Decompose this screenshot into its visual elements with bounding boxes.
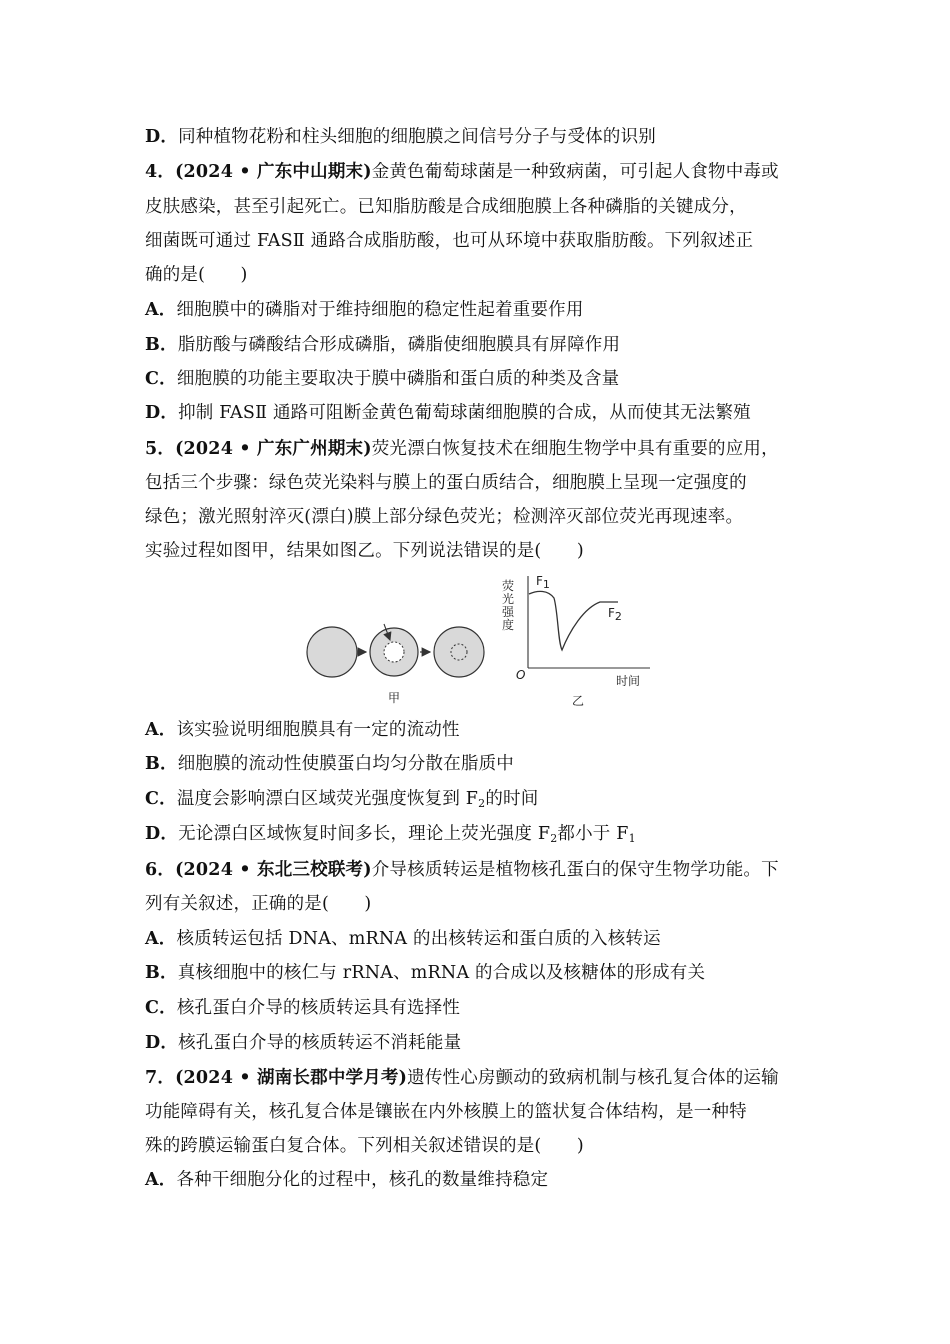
q6-source: (2024 • 东北三校联考) — [175, 860, 372, 880]
q5-option-b: B．细胞膜的流动性使膜蛋白均匀分散在脂质中 — [145, 754, 515, 774]
origin-label: O — [516, 668, 526, 682]
q3-option-d: D．同种植物花粉和柱头细胞的细胞膜之间信号分子与受体的识别 — [145, 127, 656, 147]
label-jia: 甲 — [388, 691, 401, 705]
q7-option-a: A．各种干细胞分化的过程中，核孔的数量维持稳定 — [145, 1170, 549, 1190]
q4-option-c: C．细胞膜的功能主要取决于膜中磷脂和蛋白质的种类及含量 — [145, 369, 620, 389]
q5-figure — [300, 572, 660, 712]
q5-stem-line-3: 绿色；激光照射淬灭(漂白)膜上部分绿色荧光；检测淬灭部位荧光再现速率。 — [145, 507, 744, 527]
q4-option-d: D．抑制 FASⅡ 通路可阻断金黄色葡萄球菌细胞膜的合成，从而使其无法繁殖 — [145, 403, 751, 423]
cell-before-bleach — [307, 627, 357, 677]
q5-option-a: A．该实验说明细胞膜具有一定的流动性 — [145, 720, 460, 740]
f2-label: $F_2$ — [608, 606, 622, 623]
f1-label: $F_1$ — [536, 574, 550, 591]
y-axis-label: 荧光强度 — [502, 579, 515, 632]
fluorescence-curve — [529, 591, 618, 650]
q6-stem-line-2: 列有关叙述，正确的是( ) — [145, 894, 372, 914]
q7-stem-line-3: 殊的跨膜运输蛋白复合体。下列相关叙述错误的是( ) — [145, 1136, 584, 1156]
q7-stem-line-1: 7．(2024 • 湖南长郡中学月考)遗传性心房颤动的致病机制与核孔复合体的运输 — [145, 1068, 779, 1088]
q4-stem-line-4: 确的是( ) — [145, 265, 248, 285]
q4-option-b: B．脂肪酸与磷酸结合形成磷脂，磷脂使细胞膜具有屏障作用 — [145, 335, 621, 355]
x-axis-label: 时间 — [616, 674, 641, 688]
q6-option-d: D．核孔蛋白介导的核质转运不消耗能量 — [145, 1033, 462, 1053]
q5-stem-line-2: 包括三个步骤：绿色荧光染料与膜上的蛋白质结合，细胞膜上呈现一定强度的 — [145, 473, 747, 493]
cell-recovered — [434, 627, 484, 677]
q7-source: (2024 • 湖南长郡中学月考) — [175, 1068, 408, 1088]
label-yi: 乙 — [572, 694, 585, 708]
bleached-spot — [384, 642, 404, 662]
q4-source: (2024 • 广东中山期末) — [175, 162, 372, 182]
q4-stem-line-3: 细菌既可通过 FASⅡ 通路合成脂肪酸，也可从环境中获取脂肪酸。下列叙述正 — [145, 231, 754, 251]
q6-stem-line-1: 6．(2024 • 东北三校联考)介导核质转运是植物核孔蛋白的保守生物学功能。下 — [145, 860, 779, 880]
q5-option-d: D．无论漂白区域恢复时间多长，理论上荧光强度 $F_2$都小于 $F_1$ — [145, 824, 636, 845]
q4-option-a: A．细胞膜中的磷脂对于维持细胞的稳定性起着重要作用 — [145, 300, 584, 320]
q6-option-a: A．核质转运包括 DNA、mRNA 的出核转运和蛋白质的入核转运 — [145, 929, 661, 949]
q4-stem-line-2: 皮肤感染，甚至引起死亡。已知脂肪酸是合成细胞膜上各种磷脂的关键成分， — [145, 197, 747, 217]
q6-option-b: B．真核细胞中的核仁与 rRNA、mRNA 的合成以及核糖体的形成有关 — [145, 963, 706, 983]
q7-stem-line-2: 功能障碍有关，核孔复合体是镶嵌在内外核膜上的篮状复合体结构，是一种特 — [145, 1102, 747, 1122]
q5-stem-line-4: 实验过程如图甲，结果如图乙。下列说法错误的是( ) — [145, 541, 584, 561]
q5-source: (2024 • 广东广州期末) — [175, 439, 372, 459]
q6-option-c: C．核孔蛋白介导的核质转运具有选择性 — [145, 998, 461, 1018]
q5-option-c: C．温度会影响漂白区域荧光强度恢复到 $F_2$的时间 — [145, 789, 539, 810]
figure-jia-cells — [300, 572, 660, 712]
q4-stem-line-1: 4．(2024 • 广东中山期末)金黄色葡萄球菌是一种致病菌，可引起人食物中毒或 — [145, 162, 779, 182]
q5-stem-line-1: 5．(2024 • 广东广州期末)荧光漂白恢复技术在细胞生物学中具有重要的应用， — [145, 439, 779, 459]
